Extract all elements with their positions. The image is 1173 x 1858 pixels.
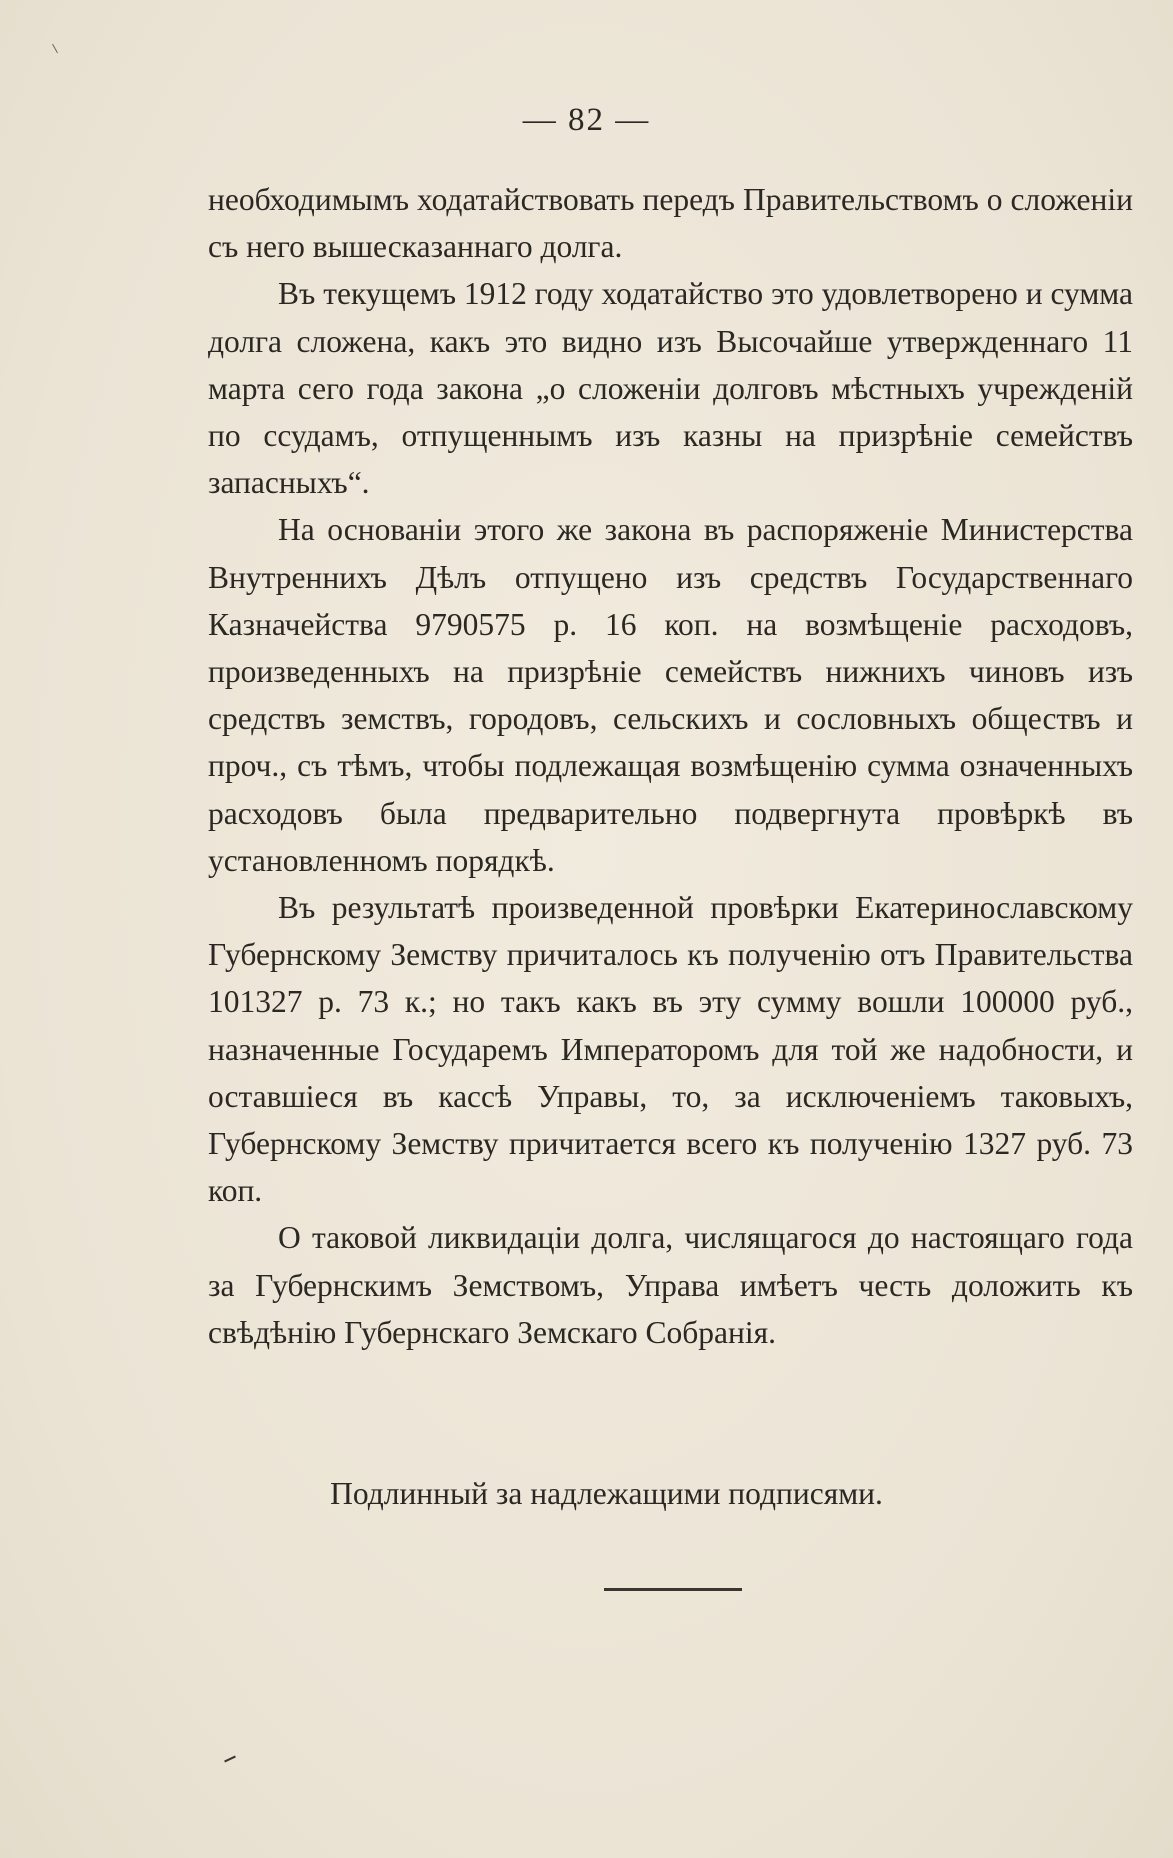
paragraph: необходимымъ ходатайствовать передъ Правительствомъ о сложеніи съ него вышесказаннаго долга. <box>208 182 1133 265</box>
signature-note: Подлинный за надлежащими подписями. <box>330 1476 883 1511</box>
scan-mark <box>52 44 58 53</box>
paragraph: На основаніи этого же закона въ распоряженіе Министерства Внутреннихъ Дѣлъ отпущено изъ средствъ Государственнаго Казначейства 9790575 р. 16 коп. на возмѣщеніе расходовъ, произведенныхъ на призрѣніе семействъ нижнихъ чиновъ изъ средствъ земствъ, городовъ, сельскихъ и сословныхъ обществъ и проч., съ тѣмъ, чтобы подлежащая возмѣщенію сумма означенныхъ расходовъ была предварительно подвергнута провѣркѣ въ установленномъ порядкѣ. <box>208 512 1133 878</box>
scan-mark <box>224 1756 236 1763</box>
paragraph: Въ результатѣ произведенной провѣрки Екатеринославскому Губернскому Земству причиталось къ полученію отъ Правительства 101327 р. 73 к.; но такъ какъ въ эту сумму вошли 100000 руб., назначенные Государемъ Императоромъ для той же надобности, и оставшіеся въ кассѣ Управы, то, за исключеніемъ таковыхъ, Губернскому Земству причитается всего къ полученію 1327 руб. 73 коп. <box>208 890 1133 1209</box>
body-text <box>208 176 1133 1356</box>
closing-rule <box>604 1588 742 1591</box>
paragraph: О таковой ликвидаціи долга, числящагося до настоящаго года за Губернскимъ Земствомъ, Управа имѣетъ честь доложить къ свѣдѣнію Губернскаго Земскаго Собранія. <box>208 1220 1133 1350</box>
paragraph: Въ текущемъ 1912 году ходатайство это удовлетворено и сумма долга сложена, какъ это видно изъ Высочайше утвержденнаго 11 марта сего года закона „о сложеніи долговъ мѣстныхъ учрежденій по ссудамъ, отпущеннымъ изъ казны на призрѣніе семействъ запасныхъ“. <box>208 276 1133 501</box>
page-number: — 82 — <box>522 102 651 138</box>
